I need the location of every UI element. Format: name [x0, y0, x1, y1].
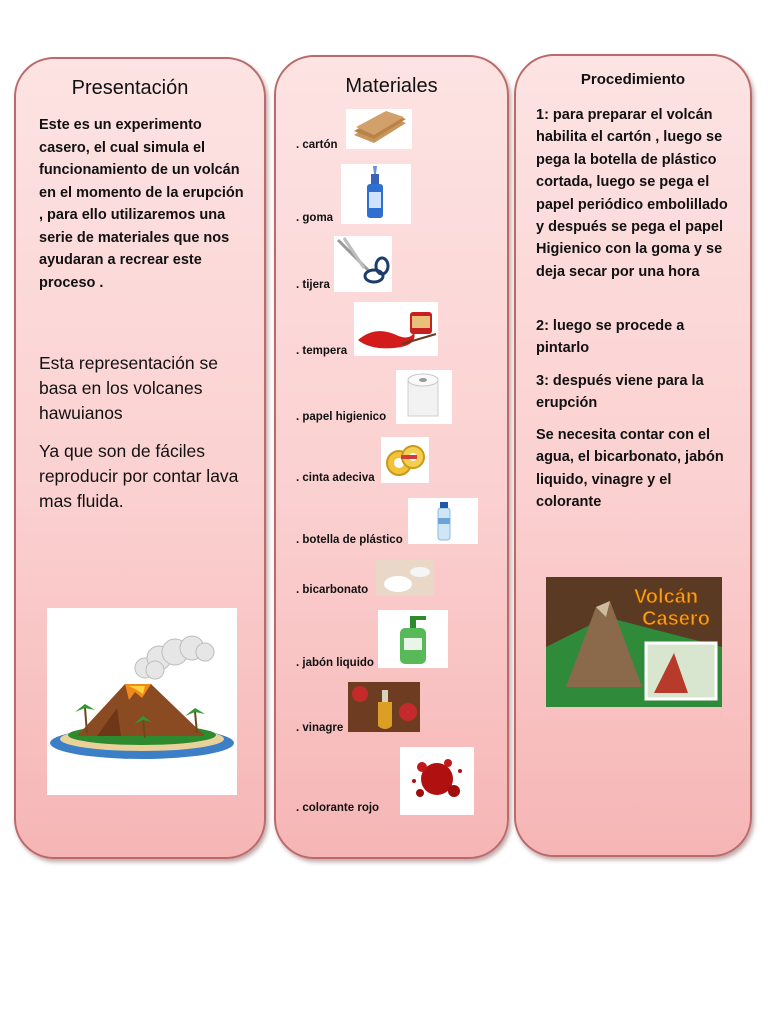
toilet-paper-icon [396, 370, 452, 424]
glue-bottle-icon [341, 164, 411, 224]
tape-icon [381, 437, 429, 483]
material-label-colorante: . colorante rojo [296, 802, 380, 814]
procedimiento-step-4: Se necesita contar con el agua, el bicarbonato, jabón liquido, vinagre y el colorante [536, 427, 724, 511]
red-dye-icon [400, 747, 474, 815]
procedimiento-title: Procedimiento [580, 71, 686, 88]
plastic-bottle-icon [408, 498, 478, 544]
photo-caption-casero: Casero [642, 608, 710, 630]
material-label-vinagre: . vinagre [296, 722, 344, 734]
procedimiento-step-3: 3: después viene para la erupción [536, 373, 704, 412]
material-label-tijera: . tijera [296, 279, 330, 291]
presentacion-title: Presentación [71, 77, 189, 99]
vinegar-icon [348, 682, 420, 732]
soap-dispenser-icon [378, 610, 448, 668]
material-label-botella: . botella de plástico [296, 534, 403, 546]
material-label-bicarbonato: . bicarbonato [296, 584, 369, 596]
material-label-papel-higienico: . papel higienico [296, 411, 387, 423]
scissors-icon [334, 236, 392, 292]
cardboard-icon [346, 109, 412, 149]
presentacion-intro: Este es un experimento casero, el cual simula el funcionamiento de un volcán en el momento de la erupción , para ello utilizaremos una serie de materiales que nos ayudaran a recrear este proceso . [39, 117, 244, 291]
volcan-casero-photo [546, 577, 722, 707]
materiales-title: Materiales [345, 75, 438, 97]
presentacion-paragraph-2: Ya que son de fáciles reproducir por contar lava mas fluida. [39, 441, 239, 511]
procedimiento-panel [514, 54, 752, 857]
procedimiento-step-2: 2: luego se procede a pintarlo [536, 318, 685, 357]
material-label-tempera: . tempera [296, 345, 348, 357]
material-label-cinta-adeciva: . cinta adeciva [296, 472, 375, 484]
photo-caption-volcan: Volcán [633, 586, 699, 608]
materiales-panel [274, 55, 509, 859]
procedimiento-step-1: 1: para preparar el volcán habilita el cartón , luego se pega la botella de plástico cortada, luego se pega el papel periódico embolillado y después se pega el papel Higienico con la goma y se deja secar por una hora [536, 107, 728, 280]
volcano-island-illustration [47, 608, 237, 795]
presentacion-paragraph-1: Esta representación se basa en los volcanes hawuianos [39, 353, 218, 423]
paint-jar-icon [354, 302, 438, 356]
material-label-jabon: . jabón liquido [296, 657, 374, 669]
material-label-goma: . goma [296, 212, 334, 224]
material-label-carton: . cartón [296, 139, 338, 151]
presentacion-panel [14, 57, 266, 859]
baking-soda-icon [376, 560, 434, 596]
